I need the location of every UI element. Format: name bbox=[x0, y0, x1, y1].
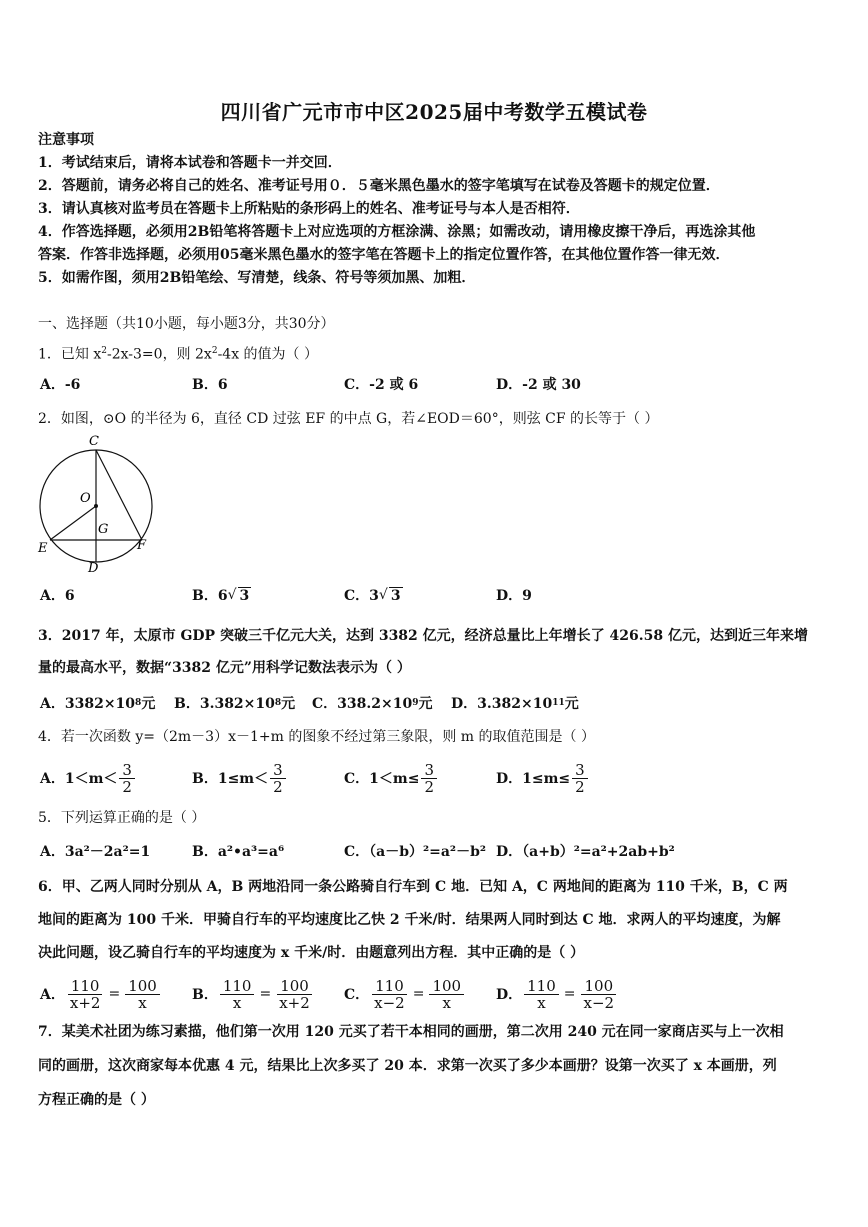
equals-sign: = bbox=[108, 986, 121, 1002]
notice-heading: 注意事项 bbox=[38, 132, 94, 148]
option-a[interactable] bbox=[40, 758, 137, 798]
option-d-unit: 元 bbox=[564, 696, 579, 712]
denominator: 2 bbox=[273, 777, 283, 796]
option-c[interactable] bbox=[344, 580, 403, 610]
option-c[interactable] bbox=[312, 688, 432, 718]
question-7-line: 7．某美术社团为练习素描，他们第一次用 120 元买了若干本相同的画册，第二次用 240 元在同一家商店买与上一次相 bbox=[38, 1024, 784, 1040]
option-d-text: D．3.382×10 bbox=[451, 696, 553, 712]
question-7-line: 同的画册，这次商家每本优惠 4 元，结果比上次多买了 20 本．求第一次买了多少本画册？设第一次买了 x 本画册，列 bbox=[38, 1058, 777, 1074]
denominator: 2 bbox=[122, 777, 132, 796]
option-b[interactable] bbox=[192, 580, 251, 610]
option-b-label: B． bbox=[192, 987, 218, 1003]
circle-diagram bbox=[36, 434, 156, 574]
notice-item: 答案．作答非选择题，必须用05毫米黑色墨水的签字笔在答题卡上的指定位置作答，在其他位置作答一律无效． bbox=[38, 247, 730, 263]
radical-sign: √ bbox=[378, 587, 388, 603]
q1-sup-2: 2 bbox=[211, 346, 218, 356]
question-6-line: 6．甲、乙两人同时分别从 A，B 两地沿同一条公路骑自行车到 C 地．已知 A，C 两地间的距离为 110 千米，B，C 两 bbox=[38, 879, 788, 895]
option-b-text: B．3.382×10 bbox=[174, 696, 275, 712]
option-a-label: A． bbox=[40, 987, 65, 1003]
numerator: 3 bbox=[119, 762, 135, 779]
option-c[interactable]: C．（a－b）²=a²－b² bbox=[344, 844, 486, 860]
option-d[interactable]: D．9 bbox=[496, 588, 532, 604]
option-d[interactable] bbox=[496, 758, 590, 798]
option-a-unit: 元 bbox=[141, 696, 156, 712]
numerator: 110 bbox=[524, 978, 559, 995]
option-b[interactable] bbox=[192, 973, 315, 1015]
question-7-line: 方程正确的是（ ） bbox=[38, 1092, 155, 1108]
option-c-unit: 元 bbox=[418, 696, 433, 712]
option-b[interactable] bbox=[174, 688, 295, 718]
option-a[interactable]: A．6 bbox=[40, 588, 75, 604]
numerator: 3 bbox=[572, 762, 588, 779]
option-b-radicand: 3 bbox=[239, 587, 250, 604]
option-c[interactable]: C．-2 或 6 bbox=[344, 377, 419, 393]
option-a[interactable] bbox=[40, 688, 155, 718]
label-g: G bbox=[98, 522, 109, 537]
q1-sup-1: 2 bbox=[101, 346, 107, 356]
option-c-coef: C．3 bbox=[344, 588, 379, 604]
numerator: 3 bbox=[270, 762, 286, 779]
fraction-right bbox=[429, 978, 464, 1011]
numerator: 100 bbox=[277, 978, 312, 995]
option-a[interactable]: A．-6 bbox=[40, 377, 81, 393]
notice-item: 3．请认真核对监考员在答题卡上所粘贴的条形码上的姓名、准考证号与本人是否相符． bbox=[38, 201, 580, 217]
numerator: 100 bbox=[125, 978, 160, 995]
radical-sign: √ bbox=[227, 587, 237, 603]
option-a-text: A．1＜m＜ bbox=[40, 771, 118, 787]
page-title: 四川省广元市市中区2025届中考数学五模试卷 bbox=[220, 100, 648, 124]
numerator: 110 bbox=[68, 978, 103, 995]
denominator: x bbox=[442, 993, 452, 1012]
option-b-text: B．1≤m＜ bbox=[192, 771, 269, 787]
denominator: 2 bbox=[424, 777, 434, 796]
option-a[interactable]: A．3a²－2a²=1 bbox=[40, 844, 151, 860]
option-b[interactable]: B．a²•a³=a⁶ bbox=[192, 844, 285, 860]
option-c[interactable] bbox=[344, 973, 466, 1015]
option-d-text: D．1≤m≤ bbox=[496, 771, 571, 787]
option-a[interactable] bbox=[40, 973, 162, 1015]
label-c: C bbox=[89, 434, 99, 449]
option-b-unit: 元 bbox=[281, 696, 296, 712]
fraction-left bbox=[371, 978, 408, 1011]
option-c-text: C．1＜m≤ bbox=[344, 771, 420, 787]
fraction-left bbox=[524, 978, 559, 1011]
question-4-stem: 4．若一次函数 y=（2m－3）x－1+m 的图象不经过第三象限，则 m 的取值范围是（ ） bbox=[38, 729, 595, 745]
label-f: F bbox=[137, 538, 147, 553]
fraction bbox=[119, 762, 135, 795]
option-a-exponent: 8 bbox=[135, 698, 142, 708]
option-d[interactable]: D．（a+b）²=a²+2ab+b² bbox=[496, 844, 675, 860]
q1-text-a: 1．已知 x bbox=[38, 346, 102, 363]
numerator: 110 bbox=[220, 978, 255, 995]
fraction-left bbox=[67, 978, 104, 1011]
fraction bbox=[270, 762, 286, 795]
label-d: D bbox=[88, 561, 99, 574]
fraction-left bbox=[220, 978, 255, 1011]
numerator: 100 bbox=[429, 978, 464, 995]
option-a-text: A．3382×10 bbox=[40, 696, 136, 712]
fraction bbox=[421, 762, 437, 795]
question-5-stem: 5．下列运算正确的是（ ） bbox=[38, 810, 206, 826]
option-c-label: C． bbox=[344, 987, 370, 1003]
denominator: 2 bbox=[575, 777, 585, 796]
q1-text-b: -2x-3=0，则 2x bbox=[107, 346, 212, 363]
option-c-exponent: 9 bbox=[412, 698, 419, 708]
question-3-line: 量的最高水平，数据“3382 亿元”用科学记数法表示为（ ） bbox=[38, 660, 411, 676]
notice-item: 4．作答选择题，必须用2B铅笔将答题卡上对应选项的方框涂满、涂黑；如需改动，请用橡皮擦干净后，再选涂其他 bbox=[38, 224, 756, 240]
option-d[interactable] bbox=[496, 973, 619, 1015]
denominator: x bbox=[138, 993, 147, 1012]
option-b-coef: B．6 bbox=[192, 588, 228, 604]
numerator: 100 bbox=[581, 978, 616, 995]
denominator: x−2 bbox=[374, 993, 405, 1012]
denominator: x bbox=[232, 993, 242, 1012]
denominator: x+2 bbox=[69, 993, 101, 1012]
notice-item: 5．如需作图，须用2B铅笔绘、写清楚，线条、符号等须加黑、加粗． bbox=[38, 270, 476, 286]
fraction-right bbox=[581, 978, 618, 1011]
equals-sign: = bbox=[412, 986, 425, 1002]
question-6-line: 地间的距离为 100 千米．甲骑自行车的平均速度比乙快 2 千米/时．结果两人同时到达 C 地．求两人的平均速度，为解 bbox=[38, 912, 781, 928]
question-3-line: 3．2017 年，太原市 GDP 突破三千亿元大关，达到 3382 亿元，经济总量比上年增长了 426.58 亿元，达到近三年来增 bbox=[38, 628, 808, 644]
option-d-label: D． bbox=[496, 987, 523, 1003]
label-o: O bbox=[80, 491, 91, 506]
fraction-right bbox=[276, 978, 313, 1011]
notice-item: 1．考试结束后，请将本试卷和答题卡一并交回． bbox=[38, 155, 342, 171]
numerator: 3 bbox=[421, 762, 437, 779]
option-c-radicand: 3 bbox=[390, 587, 401, 604]
option-b[interactable]: B．6 bbox=[192, 377, 228, 393]
equals-sign: = bbox=[563, 986, 576, 1002]
section-heading: 一、选择题（共10小题，每小题3分，共30分） bbox=[38, 316, 335, 332]
label-e: E bbox=[38, 541, 48, 556]
numerator: 110 bbox=[372, 978, 407, 995]
option-d-exponent: 11 bbox=[552, 698, 565, 708]
question-1-stem bbox=[38, 341, 828, 365]
center-point bbox=[94, 504, 98, 508]
question-2-stem: 2．如图，⊙O 的半径为 6，直径 CD 过弦 EF 的中点 G，若∠EOD＝60°，则弦 CF 的长等于（ ） bbox=[38, 411, 659, 427]
q1-text-c: -4x 的值为（ ） bbox=[217, 346, 318, 363]
option-c[interactable] bbox=[344, 758, 439, 798]
equals-sign: = bbox=[259, 986, 272, 1002]
question-6-line: 决此问题，设乙骑自行车的平均速度为 x 千米/时．由题意列出方程．其中正确的是（ ） bbox=[38, 945, 585, 961]
radius-oe bbox=[50, 506, 96, 540]
option-d[interactable] bbox=[451, 688, 579, 718]
option-b[interactable] bbox=[192, 758, 288, 798]
denominator: x+2 bbox=[279, 993, 310, 1012]
option-c-text: C．338.2×10 bbox=[312, 696, 413, 712]
denominator: x−2 bbox=[583, 993, 615, 1012]
notice-item: 2．答题前，请务必将自己的姓名、准考证号用０．５毫米黑色墨水的签字笔填写在试卷及答题卡的规定位置． bbox=[38, 178, 720, 194]
denominator: x bbox=[537, 993, 546, 1012]
option-d[interactable]: D．-2 或 30 bbox=[496, 377, 581, 393]
fraction bbox=[572, 762, 588, 795]
option-b-exponent: 8 bbox=[274, 698, 282, 708]
fraction-right bbox=[125, 978, 160, 1011]
